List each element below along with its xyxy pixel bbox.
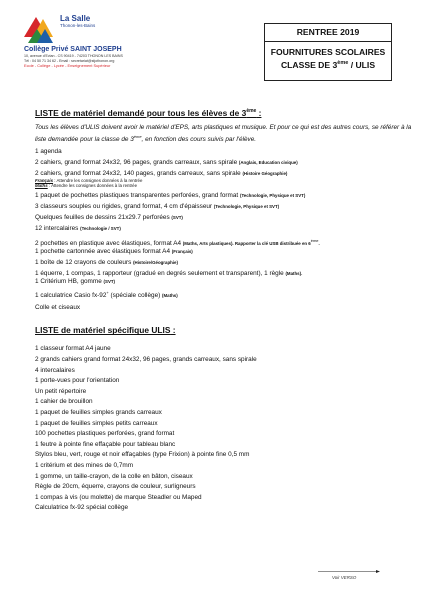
school-phone: Tél : 04 50 71 34 62 - Email : secretariat@stjothonon.org [24, 58, 115, 63]
footer-verso: Voir VERSO [332, 575, 357, 580]
list-item: 100 pochettes plastiques perforées, grand format [35, 430, 175, 438]
list-item: 1 critérium et des mines de 0,7mm [35, 461, 134, 469]
list-item: 1 gomme, un taille-crayon, de la colle en bâton, ciseaux [35, 472, 193, 480]
list-item: Règle de 20cm, équerre, crayons de couleur, surligneurs [35, 483, 196, 491]
document-body [35, 106, 413, 514]
school-name: Collège Privé SAINT JOSEPH [24, 46, 122, 53]
list-item: 1 feutre à pointe fine effaçable pour tableau blanc [35, 440, 176, 448]
note-francais: Français : Attendre les consignes données à la rentrée [35, 177, 143, 183]
school-address: 10, avenue d'Evian - CS 90419 - 74203 THONON LES BAINS [24, 54, 123, 58]
list-item: 1 porte-vues pour l'orientation [35, 377, 120, 385]
section2-heading: LISTE de matériel spécifique ULIS : [35, 325, 176, 336]
list-item: Un petit répertoire [35, 387, 87, 395]
list-item: 12 intercalaires (Technologie / SVT) [35, 225, 121, 233]
list-item: 1 compas à vis (ou molette) de marque Steadler ou Maped [35, 493, 202, 501]
list-item: 1 boîte de 12 crayons de couleurs (Histoire/Géographie) [35, 258, 178, 266]
section1-intro: Tous les élèves d'ULIS doivent avoir le matériel d'EPS, arts plastiques et musique. Et pour ce qui est des autres cours, se référer à la liste demandée pour la classe de 3ème, en fonction des cours suivis par l'élève. [35, 123, 412, 144]
title-year: RENTREE 2019 [296, 27, 360, 37]
verso-arrow-icon [318, 570, 380, 573]
title-box [264, 23, 392, 81]
list-item: 1 cahier de brouillon [35, 398, 93, 406]
note-maths: Maths : Attendre les consignes données à la rentrée [35, 183, 138, 189]
brand-name: La Salle [60, 14, 91, 23]
star-logo-icon [24, 15, 54, 45]
list-item: 1 paquet de pochettes plastiques transparentes perforées, grand format (Technologie, Physique et SVT) [35, 191, 306, 199]
list-item: 1 pochette cartonnée avec élastiques format A4 (Français) [35, 247, 193, 255]
list-item: Calculatrice fx-92 spécial collège [35, 504, 129, 512]
list-item: 1 paquet de feuilles simples grands carreaux [35, 408, 162, 416]
list-item: 1 paquet de feuilles simples petits carreaux [35, 419, 158, 427]
list-item: 2 grands cahiers grand format 24x32, 96 pages, grands carreaux, sans spirale [35, 356, 257, 364]
list-item: Stylos bleu, vert, rouge et noir effaçables (type Frixion) à pointe fine 0,5 mm [35, 451, 250, 459]
list-item: 2 cahiers, grand format 24x32, 140 pages, grands carreaux, sans spirale (Histoire Géographie) [35, 170, 288, 178]
title-main: FOURNITURES SCOLAIRES [270, 47, 386, 57]
list-item: 1 agenda [35, 147, 62, 155]
list-item: 2 pochettes en plastique avec élastiques, format A4 (Maths, Arts plastiques). Rapporter la clé USB distribuée en 6ème. [35, 237, 320, 247]
list-item: 4 intercalaires [35, 366, 75, 374]
list-item: 1 Critérium HB, gomme (SVT) [35, 277, 116, 285]
list-item: 2 cahiers, grand format 24x32, 96 pages, grands carreaux, sans spirale (Anglais, Education civique) [35, 158, 298, 166]
list-item: Colle et ciseaux [35, 303, 81, 311]
title-divider [265, 41, 391, 42]
section1-heading: LISTE de matériel demandé pour tous les élèves de 3ème : [35, 107, 262, 118]
list-item: 1 classeur format A4 jaune [35, 345, 111, 353]
list-item: 1 équerre, 1 compas, 1 rapporteur (gradué en degrés seulement et transparent), 1 règle (Maths). [35, 270, 303, 278]
ulis-list [35, 344, 413, 514]
list-item: Quelques feuilles de dessins 21x29.7 perforées (SVT) [35, 214, 183, 222]
title-class: CLASSE DE 3ème / ULIS [280, 59, 376, 70]
brand-subtitle: Thonon-les-Bains [60, 23, 96, 28]
school-logo [24, 14, 174, 68]
list-item: 3 classeurs souples ou rigides, grand format, 4 cm d'épaisseur (Technologie, Physique et SVT) [35, 203, 280, 211]
list-item: 1 calculatrice Casio fx-92+ (spéciale collège) (Maths) [35, 290, 178, 300]
school-levels: Ecole - Collège - Lycée - Enseignement Supérieur [24, 63, 111, 69]
